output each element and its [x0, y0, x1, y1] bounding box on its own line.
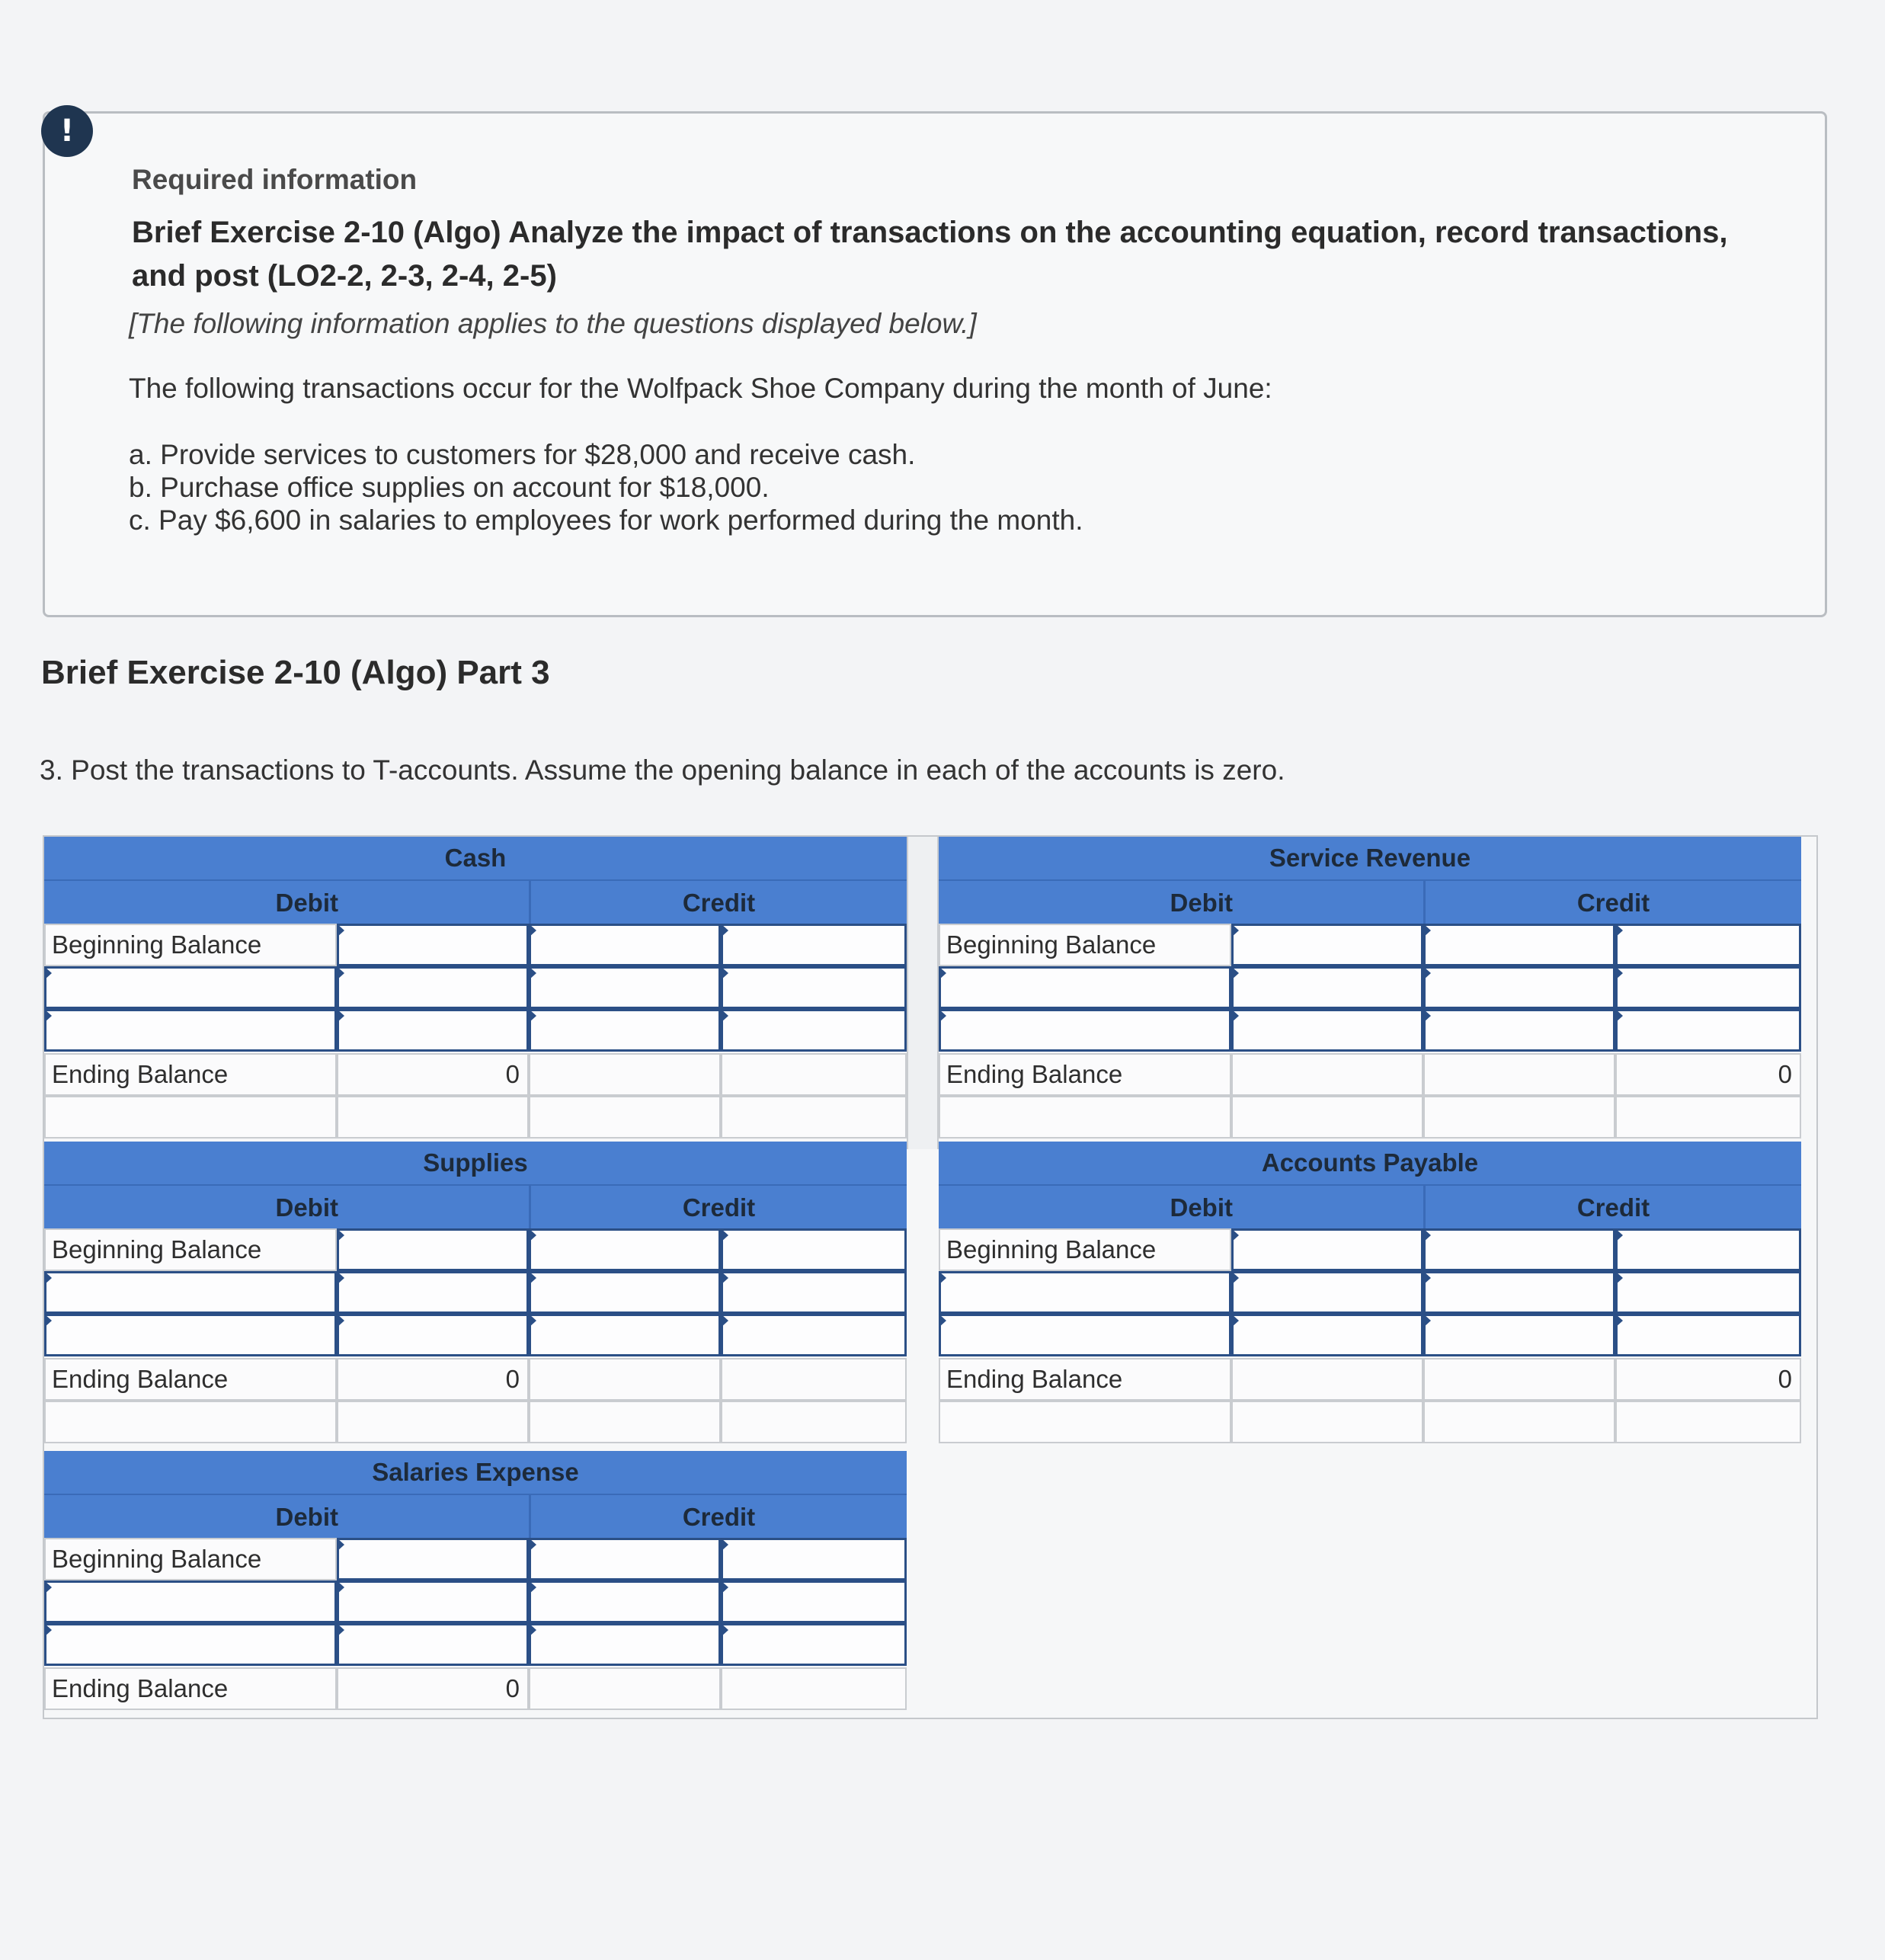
ending-balance-debit-value: 0: [505, 1060, 520, 1088]
spacer-cell: [1615, 1096, 1801, 1139]
posting-row: [44, 1623, 907, 1666]
ending-balance-credit-cell: [721, 1358, 907, 1401]
t-account-title: Supplies: [44, 1142, 907, 1184]
credit-header: Credit: [1423, 879, 1801, 924]
credit-amount-input[interactable]: [721, 1009, 907, 1052]
posting-row: [44, 966, 907, 1009]
debit-amount-input[interactable]: [1231, 1009, 1423, 1052]
ending-balance-label-cell: [44, 1667, 337, 1710]
credit-amount-input[interactable]: [1615, 1009, 1801, 1052]
beginning-balance-label: Beginning Balance: [52, 1545, 262, 1573]
credit-amount-input[interactable]: [721, 1580, 907, 1623]
beginning-balance-credit-input[interactable]: [721, 1538, 907, 1580]
ending-balance-label-cell: [44, 1358, 337, 1401]
transaction-item: a. Provide services to customers for $28,000 and receive cash.: [129, 439, 916, 470]
spacer-cell: [939, 1096, 1231, 1139]
ending-balance-row: [44, 1667, 907, 1710]
ending-balance-credit-label-cell: [529, 1053, 721, 1096]
debit-header: Debit: [44, 1184, 529, 1228]
credit-account-select[interactable]: [1423, 1314, 1615, 1356]
t-accounts-grid: [43, 835, 1818, 1719]
ending-balance-label: Ending Balance: [52, 1365, 229, 1393]
credit-amount-input[interactable]: [721, 1623, 907, 1666]
debit-header: Debit: [44, 1494, 529, 1538]
spacer-cell: [529, 1401, 721, 1443]
credit-amount-input[interactable]: [721, 966, 907, 1009]
ending-balance-debit-cell: [337, 1053, 529, 1096]
spacer-cell: [721, 1096, 907, 1139]
posting-row: [939, 1271, 1801, 1314]
spacer-cell: [1231, 1401, 1423, 1443]
ending-balance-credit-label-cell: [1423, 1053, 1615, 1096]
spacer-cell: [337, 1096, 529, 1139]
beginning-balance-row: [44, 1228, 907, 1271]
posting-row: [44, 1314, 907, 1356]
required-information-panel: [43, 111, 1827, 617]
beginning-balance-label-cell: [939, 924, 1231, 966]
credit-account-select[interactable]: [529, 1271, 721, 1314]
credit-header: Credit: [529, 1494, 907, 1538]
spacer-cell: [529, 1096, 721, 1139]
credit-account-select[interactable]: [1423, 1009, 1615, 1052]
spacer-cell: [1423, 1401, 1615, 1443]
beginning-balance-credit-label-input[interactable]: [1423, 1228, 1615, 1271]
t-account-salaries-expense: [44, 1451, 907, 1756]
debit-amount-input[interactable]: [337, 1271, 529, 1314]
debit-account-select[interactable]: [44, 966, 337, 1009]
t-account-title: Accounts Payable: [939, 1142, 1801, 1184]
credit-account-select[interactable]: [529, 1623, 721, 1666]
spacer-cell: [337, 1401, 529, 1443]
ending-balance-credit-cell: [1615, 1358, 1801, 1401]
beginning-balance-label: Beginning Balance: [52, 930, 262, 959]
beginning-balance-credit-input[interactable]: [721, 1228, 907, 1271]
beginning-balance-label: Beginning Balance: [946, 1235, 1157, 1263]
debit-header: Debit: [939, 879, 1423, 924]
beginning-balance-debit-input[interactable]: [1231, 924, 1423, 966]
beginning-balance-row: [44, 924, 907, 966]
t-account-title: Cash: [44, 837, 907, 879]
ending-balance-credit-label-cell: [529, 1667, 721, 1710]
part-title: Brief Exercise 2-10 (Algo) Part 3: [41, 654, 550, 691]
beginning-balance-credit-label-input[interactable]: [529, 1538, 721, 1580]
beginning-balance-label-cell: [44, 1228, 337, 1271]
beginning-balance-row: [44, 1538, 907, 1580]
t-account-supplies: [44, 1142, 907, 1446]
beginning-balance-debit-input[interactable]: [337, 1228, 529, 1271]
posting-row: [44, 1009, 907, 1052]
ending-balance-label: Ending Balance: [52, 1060, 229, 1088]
beginning-balance-row: [939, 1228, 1801, 1271]
beginning-balance-label: Beginning Balance: [946, 930, 1157, 959]
credit-amount-input[interactable]: [1615, 1271, 1801, 1314]
beginning-balance-debit-input[interactable]: [337, 924, 529, 966]
debit-amount-input[interactable]: [337, 1009, 529, 1052]
transaction-item: c. Pay $6,600 in salaries to employees for work performed during the month.: [129, 504, 1083, 536]
debit-account-select[interactable]: [44, 1623, 337, 1666]
ending-balance-label-cell: [939, 1358, 1231, 1401]
beginning-balance-credit-label-input[interactable]: [1423, 924, 1615, 966]
credit-amount-input[interactable]: [1615, 1314, 1801, 1356]
debit-amount-input[interactable]: [1231, 966, 1423, 1009]
credit-header: Credit: [529, 879, 907, 924]
debit-account-select[interactable]: [939, 1271, 1231, 1314]
credit-header: Credit: [1423, 1184, 1801, 1228]
debit-account-select[interactable]: [939, 1009, 1231, 1052]
credit-account-select[interactable]: [529, 1314, 721, 1356]
spacer-cell: [939, 1401, 1231, 1443]
debit-header: Debit: [44, 879, 529, 924]
credit-header: Credit: [529, 1184, 907, 1228]
exercise-title: Brief Exercise 2-10 (Algo) Analyze the impact of transactions on the accounting equation, record transactions, and post (LO2-2, 2-3, 2-4, 2-5): [132, 216, 1728, 293]
required-information-heading: Required information: [132, 164, 418, 195]
credit-amount-input[interactable]: [721, 1271, 907, 1314]
beginning-balance-credit-input[interactable]: [1615, 924, 1801, 966]
beginning-balance-credit-label-input[interactable]: [529, 1228, 721, 1271]
beginning-balance-debit-input[interactable]: [337, 1538, 529, 1580]
debit-account-select[interactable]: [44, 1271, 337, 1314]
ending-balance-label: Ending Balance: [52, 1674, 229, 1702]
ending-balance-credit-cell: [1615, 1053, 1801, 1096]
beginning-balance-credit-input[interactable]: [721, 924, 907, 966]
ending-balance-label: Ending Balance: [946, 1365, 1123, 1393]
ending-balance-label-cell: [44, 1053, 337, 1096]
credit-account-select[interactable]: [529, 966, 721, 1009]
credit-amount-input[interactable]: [721, 1314, 907, 1356]
t-account-title: Salaries Expense: [44, 1451, 907, 1494]
ending-balance-row: [44, 1358, 907, 1401]
ending-balance-debit-cell: [337, 1358, 529, 1401]
credit-account-select[interactable]: [529, 1009, 721, 1052]
spacer-row: [44, 1401, 907, 1443]
spacer-row: [939, 1401, 1801, 1443]
spacer-cell: [1231, 1096, 1423, 1139]
t-account-cash: [44, 837, 907, 1142]
posting-row: [939, 1314, 1801, 1356]
beginning-balance-label-cell: [44, 1538, 337, 1580]
transactions-intro: The following transactions occur for the Wolfpack Shoe Company during the month of June:: [129, 373, 1272, 404]
beginning-balance-label: Beginning Balance: [52, 1235, 262, 1263]
posting-row: [44, 1580, 907, 1623]
ending-balance-credit-label-cell: [529, 1358, 721, 1401]
transaction-item: b. Purchase office supplies on account for $18,000.: [129, 472, 770, 503]
t-account-service-revenue: [939, 837, 1801, 1142]
ending-balance-credit-value: 0: [1778, 1365, 1792, 1393]
debit-account-select[interactable]: [939, 1314, 1231, 1356]
ending-balance-credit-cell: [721, 1053, 907, 1096]
debit-header: Debit: [939, 1184, 1423, 1228]
ending-balance-credit-label-cell: [1423, 1358, 1615, 1401]
credit-account-select[interactable]: [1423, 966, 1615, 1009]
posting-row: [44, 1271, 907, 1314]
question-text: 3. Post the transactions to T-accounts. Assume the opening balance in each of the accounts is zero.: [40, 754, 1285, 786]
ending-balance-credit-value: 0: [1778, 1060, 1792, 1088]
alert-icon: !: [41, 105, 93, 157]
t-account-accounts-payable: [939, 1142, 1801, 1446]
beginning-balance-label-cell: [939, 1228, 1231, 1271]
beginning-balance-debit-input[interactable]: [1231, 1228, 1423, 1271]
debit-account-select[interactable]: [44, 1009, 337, 1052]
ending-balance-credit-cell: [721, 1667, 907, 1710]
ending-balance-debit-value: 0: [505, 1674, 520, 1702]
ending-balance-debit-cell: [1231, 1358, 1423, 1401]
ending-balance-row: [939, 1358, 1801, 1401]
debit-amount-input[interactable]: [337, 1314, 529, 1356]
t-account-title: Service Revenue: [939, 837, 1801, 879]
beginning-balance-label-cell: [44, 924, 337, 966]
debit-amount-input[interactable]: [1231, 1314, 1423, 1356]
spacer-row: [939, 1096, 1801, 1139]
spacer-cell: [1423, 1096, 1615, 1139]
ending-balance-row: [939, 1053, 1801, 1096]
spacer-cell: [44, 1096, 337, 1139]
posting-row: [939, 966, 1801, 1009]
spacer-row: [44, 1096, 907, 1139]
beginning-balance-credit-input[interactable]: [1615, 1228, 1801, 1271]
credit-amount-input[interactable]: [1615, 966, 1801, 1009]
ending-balance-label-cell: [939, 1053, 1231, 1096]
spacer-cell: [721, 1401, 907, 1443]
ending-balance-row: [44, 1053, 907, 1096]
ending-balance-debit-value: 0: [505, 1365, 520, 1393]
debit-account-select[interactable]: [44, 1580, 337, 1623]
debit-account-select[interactable]: [44, 1314, 337, 1356]
debit-amount-input[interactable]: [337, 966, 529, 1009]
ending-balance-debit-cell: [337, 1667, 529, 1710]
spacer-cell: [1615, 1401, 1801, 1443]
debit-amount-input[interactable]: [337, 1580, 529, 1623]
beginning-balance-credit-label-input[interactable]: [529, 924, 721, 966]
ending-balance-label: Ending Balance: [946, 1060, 1123, 1088]
credit-account-select[interactable]: [529, 1580, 721, 1623]
debit-amount-input[interactable]: [1231, 1271, 1423, 1314]
credit-account-select[interactable]: [1423, 1271, 1615, 1314]
column-divider: [907, 837, 939, 1149]
debit-account-select[interactable]: [939, 966, 1231, 1009]
spacer-cell: [44, 1401, 337, 1443]
beginning-balance-row: [939, 924, 1801, 966]
ending-balance-debit-cell: [1231, 1053, 1423, 1096]
posting-row: [939, 1009, 1801, 1052]
debit-amount-input[interactable]: [337, 1623, 529, 1666]
applies-note: [The following information applies to the questions displayed below.]: [129, 308, 977, 339]
transaction-list: [129, 438, 1083, 536]
